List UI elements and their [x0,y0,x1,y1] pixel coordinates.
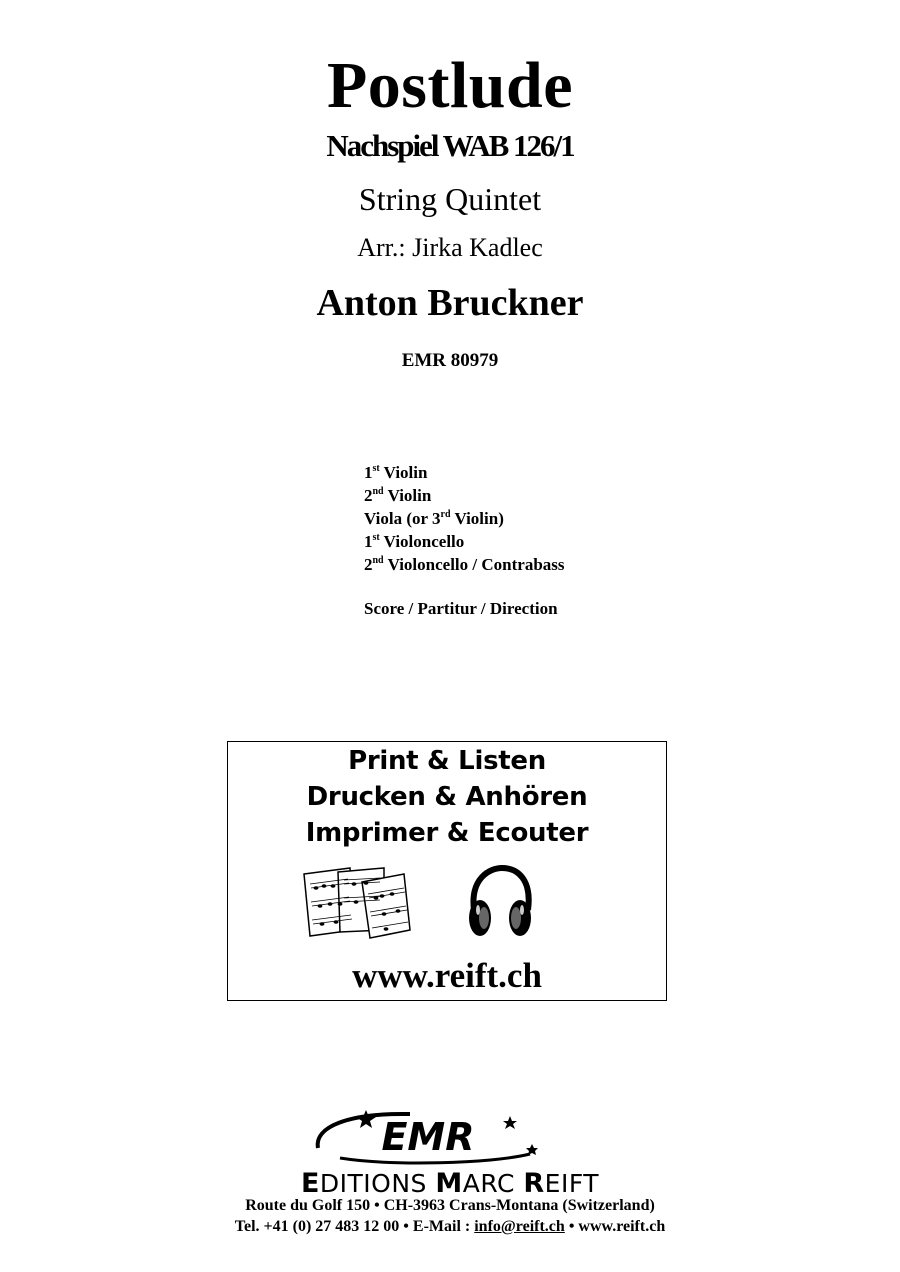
ensemble-label: String Quintet [358,181,542,217]
sheet-music-icon [300,864,412,940]
part-item: 1st Violin [364,463,428,482]
catalog-number: EMR 80979 [401,350,499,371]
publisher-contact: Tel. +41 (0) 27 483 12 00 • E-Mail : info@reift.ch • www.reift.ch [234,1218,666,1235]
emr-logo [310,1108,545,1166]
emr-logo-text: EMR [381,1115,475,1159]
part-item: Viola (or 3rd Violin) [364,509,504,528]
part-item: 2nd Violoncello / Contrabass [364,555,565,574]
publisher-name: EDITIONS MARC REIFT [300,1168,600,1199]
promo-line-de: Drucken & Anhören [306,782,588,812]
composer-name: Anton Bruckner [316,282,584,324]
promo-url-link[interactable]: www.reift.ch [352,956,542,995]
headphones-icon [464,864,536,940]
part-item: 2nd Violin [364,486,432,505]
print-listen-box[interactable] [227,741,667,1001]
instrument-parts-list [364,461,565,576]
publisher-address: Route du Golf 150 • CH-3963 Crans-Montana (Switzerland) [245,1197,655,1214]
part-item: 1st Violoncello [364,532,465,551]
promo-line-en: Print & Listen [348,746,546,776]
email-link[interactable]: info@reift.ch [474,1218,565,1235]
page-title: Postlude [326,49,574,122]
work-subtitle: Nachspiel WAB 126/1 [326,128,574,163]
arranger-credit: Arr.: Jirka Kadlec [357,233,543,262]
promo-line-fr: Imprimer & Ecouter [305,818,589,848]
score-label: Score / Partitur / Direction [364,599,558,618]
